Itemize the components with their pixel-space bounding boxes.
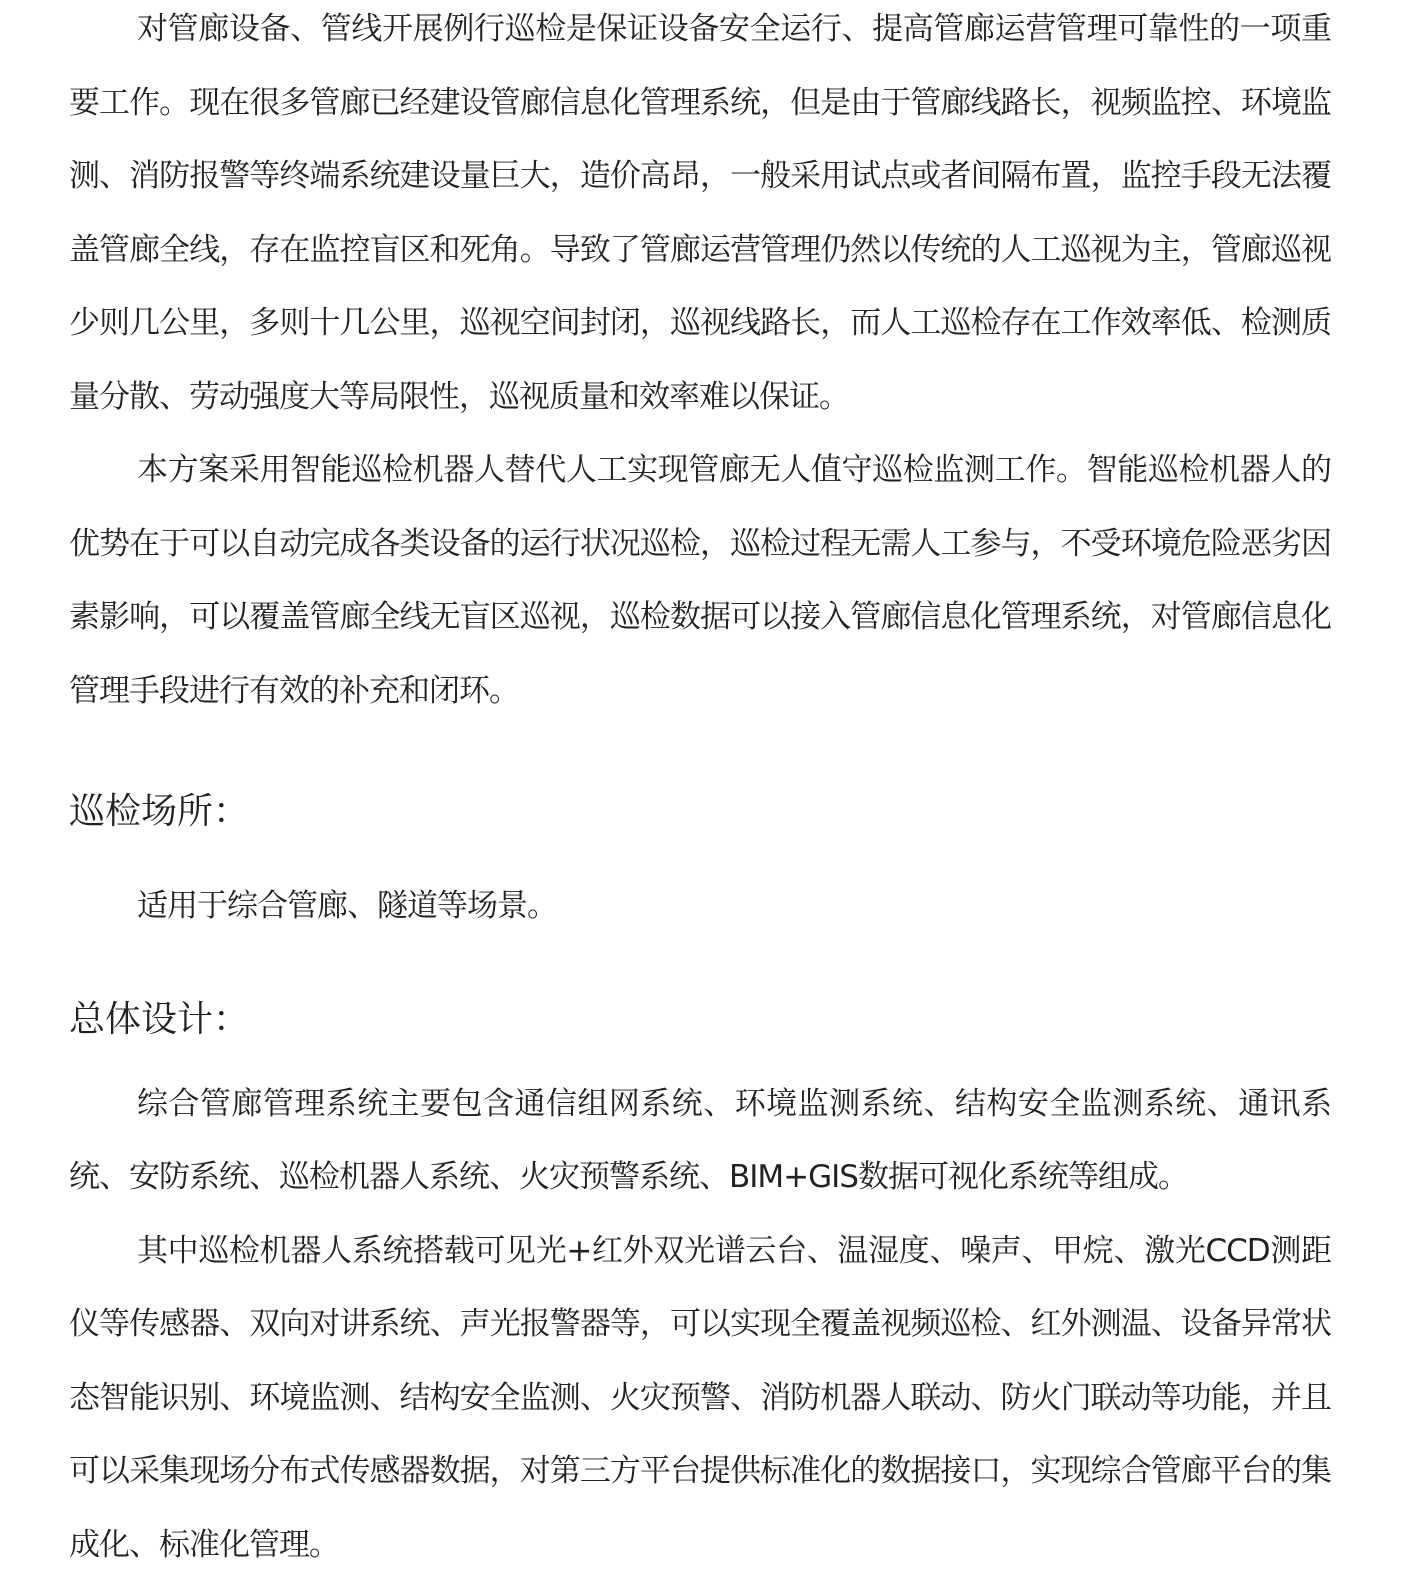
inspection-site-paragraph: 适用于综合管廊、隧道等场景。 [69,870,1331,944]
system-composition-paragraph: 综合管廊管理系统主要包含通信组网系统、环境监测系统、结构安全监测系统、通讯系统、安防系统、巡检机器人系统、火灾预警系统、BIM+GIS数据可视化系统等组成。 [69,1068,1331,1215]
document-body [69,0,1331,1582]
solution-paragraph: 本方案采用智能巡检机器人替代人工实现管廊无人值守巡检监测工作。智能巡检机器人的优势在于可以自动完成各类设备的运行状况巡检，巡检过程无需人工参与，不受环境危险恶劣因素影响，可以覆盖管廊全线无盲区巡视，巡检数据可以接入管廊信息化管理系统，对管廊信息化管理手段进行有效的补充和闭环。 [69,434,1331,728]
intro-paragraph: 对管廊设备、管线开展例行巡检是保证设备安全运行、提高管廊运营管理可靠性的一项重要工作。现在很多管廊已经建设管廊信息化管理系统，但是由于管廊线路长，视频监控、环境监测、消防报警等终端系统建设量巨大，造价高昂，一般采用试点或者间隔布置，监控手段无法覆盖管廊全线，存在监控盲区和死角。导致了管廊运营管理仍然以传统的人工巡视为主，管廊巡视少则几公里，多则十几公里，巡视空间封闭，巡视线路长，而人工巡检存在工作效率低、检测质量分散、劳动强度大等局限性，巡视质量和效率难以保证。 [69,0,1331,434]
robot-system-paragraph: 其中巡检机器人系统搭载可见光+红外双光谱云台、温湿度、噪声、甲烷、激光CCD测距仪等传感器、双向对讲系统、声光报警器等，可以实现全覆盖视频巡检、红外测温、设备异常状态智能识别、环境监测、结构安全监测、火灾预警、消防机器人联动、防火门联动等功能，并且可以采集现场分布式传感器数据，对第三方平台提供标准化的数据接口，实现综合管廊平台的集成化、标准化管理。 [69,1215,1331,1582]
inspection-site-heading: 巡检场所： [69,788,1331,836]
overall-design-heading: 总体设计： [69,996,1331,1044]
